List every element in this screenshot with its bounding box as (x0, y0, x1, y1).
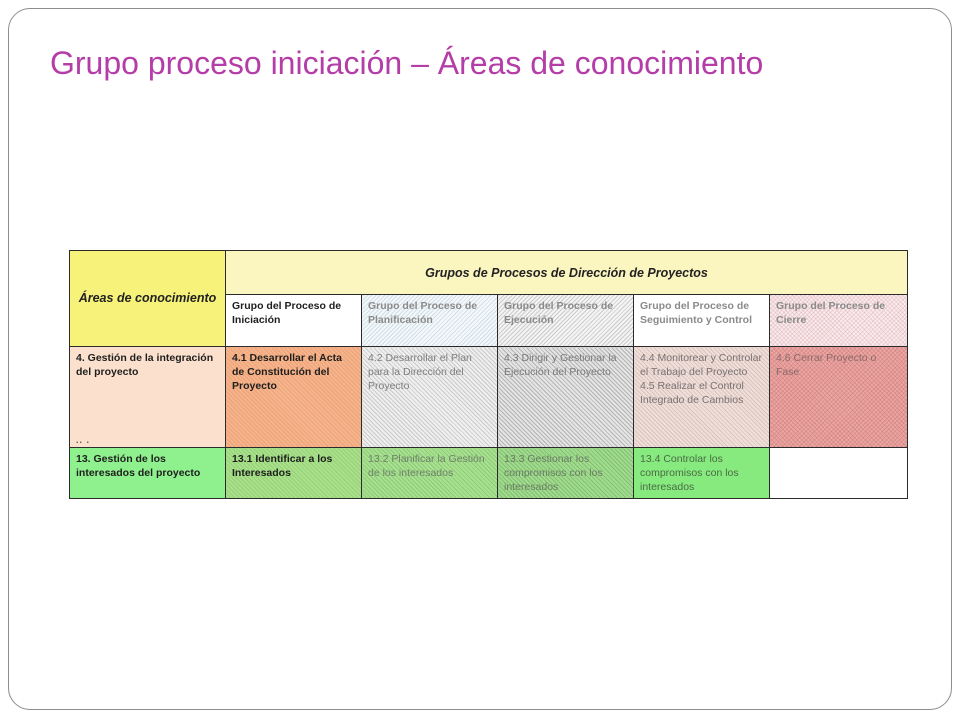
column-header-initiation: Grupo del Proceso de Iniciación (226, 295, 362, 347)
cell-monitoring-stakeholders: 13.4 Controlar los compromisos con los interesados (634, 448, 770, 499)
slide-title: Grupo proceso iniciación – Áreas de conocimiento (50, 45, 764, 81)
knowledge-areas-table (69, 250, 908, 499)
table-header-row (70, 251, 908, 295)
monitoring-process-44: 4.4 Monitorear y Controlar el Trabajo del Proyecto (640, 352, 762, 378)
area-stakeholders: 13. Gestión de los interesados del proyecto (70, 448, 226, 499)
cell-monitoring-integration (634, 347, 770, 448)
cell-execution-stakeholders: 13.3 Gestionar los compromisos con los interesados (498, 448, 634, 499)
column-header-planning: Grupo del Proceso de Planificación (362, 295, 498, 347)
cell-closing-integration: 4.6 Cerrar Proyecto o Fase (770, 347, 908, 448)
column-header-execution: Grupo del Proceso de Ejecución (498, 295, 634, 347)
groups-header: Grupos de Procesos de Dirección de Proyectos (226, 251, 908, 295)
stray-mark: .. . (76, 435, 91, 445)
areas-header: Áreas de conocimiento (70, 251, 226, 347)
cell-closing-stakeholders (770, 448, 908, 499)
area-integration-wrap (76, 351, 219, 443)
cell-planning-integration: 4.2 Desarrollar el Plan para la Dirección del Proyecto (362, 347, 498, 448)
cell-execution-integration: 4.3 Dirigir y Gestionar la Ejecución del Proyecto (498, 347, 634, 448)
table-row (70, 448, 908, 499)
cell-initiation-integration: 4.1 Desarrollar el Acta de Constitución del Proyecto (226, 347, 362, 448)
column-header-monitoring: Grupo del Proceso de Seguimiento y Control (634, 295, 770, 347)
table-row (70, 347, 908, 448)
process-table (69, 250, 907, 497)
area-integration-label: 4. Gestión de la integración del proyecto (76, 352, 214, 378)
cell-initiation-stakeholders: 13.1 Identificar a los Interesados (226, 448, 362, 499)
column-header-closing: Grupo del Proceso de Cierre (770, 295, 908, 347)
cell-planning-stakeholders: 13.2 Planificar la Gestión de los interesados (362, 448, 498, 499)
monitoring-process-45: 4.5 Realizar el Control Integrado de Cambios (640, 380, 744, 406)
area-integration (70, 347, 226, 448)
